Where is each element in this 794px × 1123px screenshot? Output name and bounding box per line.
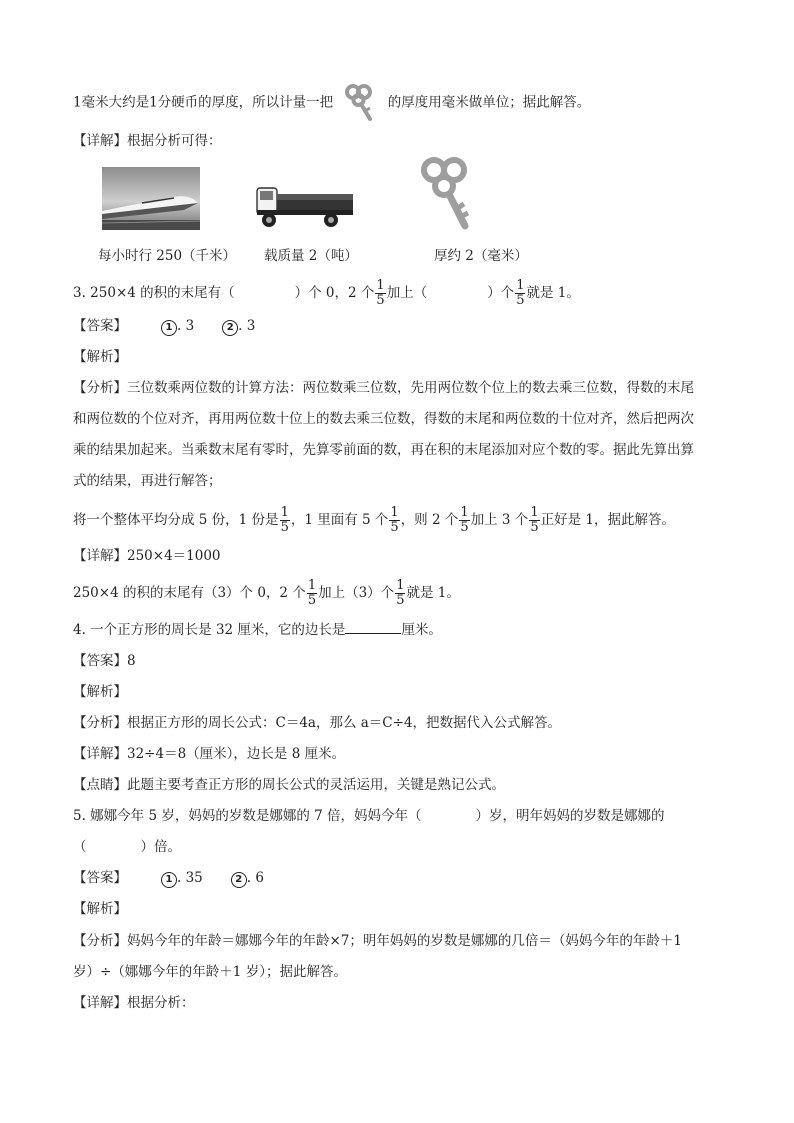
- text: 就是 1。: [406, 585, 460, 601]
- q4-answer: [73, 651, 136, 671]
- key-image: [418, 155, 474, 232]
- analysis-text: 妈妈今年的年龄＝娜娜今年的年龄×7；明年妈妈的岁数是娜娜的几倍＝（妈妈今年的年龄＋1: [127, 933, 682, 949]
- q4-answer-value: 8: [127, 653, 136, 669]
- q3-analysis-4: 式的结果，再进行解答；: [73, 473, 222, 489]
- circled-number-2: 2: [231, 872, 247, 888]
- text: 加上（3）个: [318, 585, 395, 601]
- text: 加上 3 个: [470, 512, 529, 528]
- fraction: $\frac{1}{5}$: [307, 578, 317, 608]
- truck-image: [255, 180, 355, 230]
- q5-answer: [73, 868, 264, 888]
- q3-text-3: 加上（: [386, 285, 428, 301]
- q5-analysis-2: 岁）÷（娜娜今年的年龄＋1 岁）；据此解答。: [73, 964, 347, 980]
- analysis-tag: 【分析】: [73, 380, 127, 396]
- q4-comment: [73, 775, 505, 795]
- q3-analysis-2: 和两位数的个位对齐，再用两位数十位上的数去乘三位数，得数的末尾和两位数的十位对齐，然后把两次: [73, 411, 694, 427]
- fraction: $\frac{1}{5}$: [280, 505, 289, 535]
- detail-tag: 【详解】: [73, 548, 127, 564]
- detail-text: 根据分析可得：: [127, 133, 222, 149]
- q3-detail: [73, 546, 221, 566]
- fraction: $\frac{1}{5}$: [516, 278, 525, 308]
- circled-number-1: 1: [161, 872, 177, 888]
- circled-number-2: 2: [222, 320, 238, 336]
- q3-final: [73, 578, 460, 608]
- answer-tag: 【答案】: [73, 870, 127, 886]
- q5-question-2: （ ）倍。: [73, 839, 181, 855]
- q3-text-2: ）个 0，2 个: [294, 285, 375, 301]
- q5-jiexi: 【解析】: [73, 901, 127, 917]
- text: 厘米。: [401, 622, 442, 638]
- q3-text-5: 就是 1。: [526, 285, 580, 301]
- q3-fraction-line: [73, 505, 675, 535]
- train-caption: 每小时行 250（千米）: [98, 248, 237, 264]
- fraction: $\frac{1}{5}$: [460, 505, 469, 535]
- detail-text: 根据分析：: [127, 995, 195, 1011]
- fraction: $\frac{1}{5}$: [530, 505, 539, 535]
- text: 正好是 1，据此解答。: [540, 512, 675, 528]
- text: ，则 2 个: [400, 512, 459, 528]
- q5-answer-2: . 6: [246, 870, 264, 886]
- text: 将一个整体平均分成 5 份，1 份是: [73, 512, 279, 528]
- detail-tag: 【详解】: [73, 133, 127, 149]
- detail-text: 250×4＝1000: [127, 548, 221, 564]
- train-image: [102, 167, 200, 230]
- q4-analysis: [73, 713, 561, 733]
- analysis-text: 三位数乘两位数的计算方法：两位数乘三位数，先用两位数个位上的数去乘三位数，得数的末尾: [127, 380, 694, 396]
- q5-analysis-1: [73, 931, 682, 951]
- q5-detail: [73, 993, 195, 1013]
- q5-question-1: 5. 娜娜今年 5 岁，妈妈的岁数是娜娜的 7 倍，妈妈今年（ ）岁，明年妈妈的岁数是娜娜的: [73, 808, 665, 824]
- truck-caption: 载质量 2（吨）: [264, 248, 358, 264]
- q3-answer-2: . 3: [238, 318, 256, 334]
- q4-question: [73, 620, 442, 640]
- fraction: $\frac{1}{5}$: [376, 278, 385, 308]
- q3-answer: [73, 316, 255, 336]
- comment-text: 此题主要考查正方形的周长公式的灵活运用，关键是熟记公式。: [127, 777, 505, 793]
- comment-tag: 【点睛】: [73, 777, 127, 793]
- intro-text-after: 的厚度用毫米做单位；据此解答。: [387, 94, 591, 111]
- detail-line-1: [73, 131, 222, 151]
- text: 4. 一个正方形的周长是 32 厘米，它的边长是: [73, 622, 346, 638]
- text: ，1 里面有 5 个: [290, 512, 389, 528]
- q3-jiexi: 【解析】: [73, 349, 127, 365]
- q4-jiexi: 【解析】: [73, 684, 127, 700]
- text: 250×4 的积的末尾有（3）个 0，2 个: [73, 585, 306, 601]
- q4-detail: [73, 744, 345, 764]
- circled-number-1: 1: [161, 320, 177, 336]
- q3-question: [73, 278, 580, 308]
- fraction: $\frac{1}{5}$: [390, 505, 399, 535]
- q3-text-4: ）个: [487, 285, 515, 301]
- fraction: $\frac{1}{5}$: [396, 578, 405, 608]
- detail-text: 32÷4＝8（厘米），边长是 8 厘米。: [127, 746, 346, 762]
- analysis-text: 根据正方形的周长公式：C＝4a，那么 a＝C÷4，把数据代入公式解答。: [127, 715, 562, 731]
- analysis-tag: 【分析】: [73, 715, 127, 731]
- key-icon-small: [343, 83, 377, 123]
- q3-text-1: 3. 250×4 的积的末尾有（: [73, 285, 235, 301]
- answer-tag: 【答案】: [73, 318, 127, 334]
- answer-tag: 【答案】: [73, 653, 127, 669]
- key-caption: 厚约 2（毫米）: [434, 248, 528, 264]
- intro-line: [73, 83, 590, 123]
- answer-blank: [345, 621, 401, 634]
- q5-answer-1: . 35: [177, 870, 203, 886]
- detail-tag: 【详解】: [73, 746, 127, 762]
- q3-answer-1: . 3: [177, 318, 195, 334]
- analysis-tag: 【分析】: [73, 933, 127, 949]
- intro-text-before: 1毫米大约是1分硬币的厚度，所以计量一把: [73, 94, 334, 111]
- q3-analysis-3: 乘的结果加起来。当乘数末尾有零时，先算零前面的数，再在积的末尾添加对应个数的零。据此先算出算: [73, 442, 694, 458]
- detail-tag: 【详解】: [73, 995, 127, 1011]
- q3-analysis-1: [73, 378, 694, 398]
